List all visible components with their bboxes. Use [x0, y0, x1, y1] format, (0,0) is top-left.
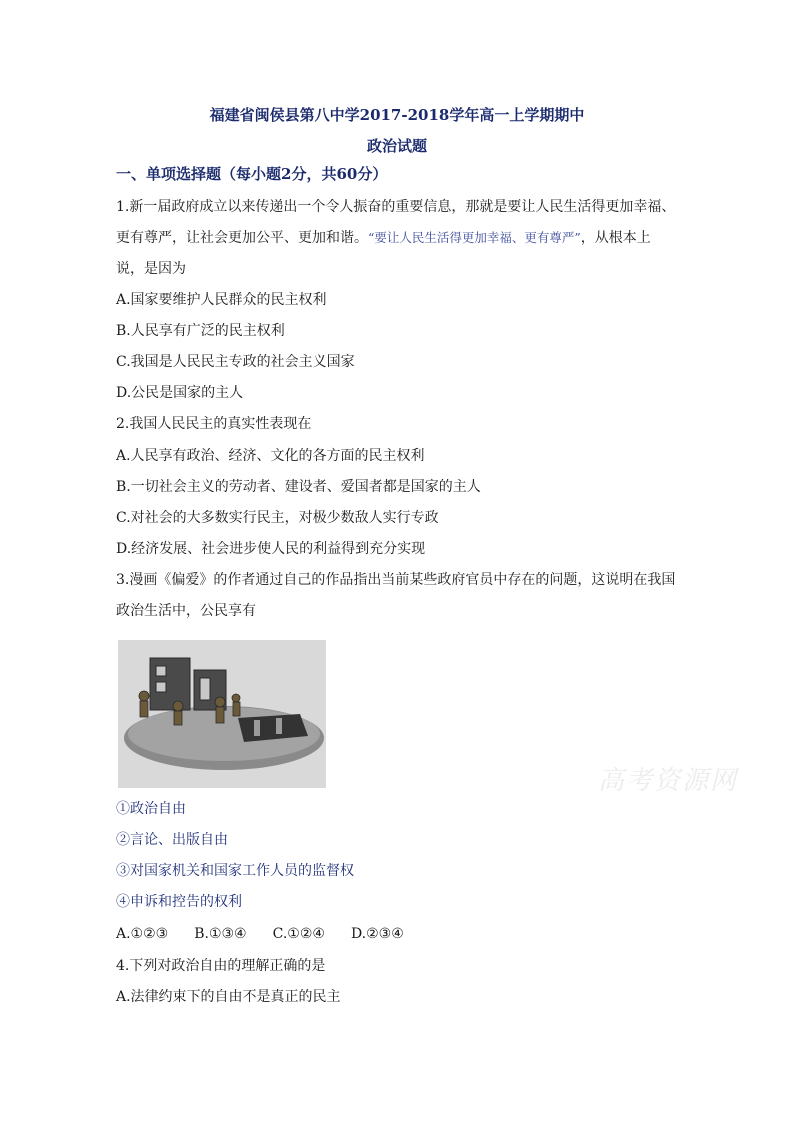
q3-item-2: ②言论、出版自由 [116, 832, 228, 848]
q3-choice-c: C.①②④ [272, 926, 325, 942]
q4-option-a: A.法律约束下的自由不是真正的民主 [116, 989, 341, 1005]
q2-option-d: D.经济发展、社会进步使人民的利益得到充分实现 [116, 541, 426, 557]
q3-choice-a: A.①②③ [116, 926, 169, 942]
cartoon-image [118, 640, 326, 788]
q2-option-a: A.人民享有政治、经济、文化的各方面的民主权利 [116, 448, 425, 464]
q2-option-b: B.一切社会主义的劳动者、建设者、爱国者都是国家的主人 [116, 479, 481, 495]
q1-option-c: C.我国是人民民主专政的社会主义国家 [116, 354, 355, 370]
q3-item-4: ④申诉和控告的权利 [116, 894, 242, 910]
q2-stem: 2.我国人民民主的真实性表现在 [116, 416, 312, 432]
q3-choices [116, 924, 430, 944]
q1-stem-line2b: ，从根本上 [580, 230, 651, 246]
q4-stem: 4.下列对政治自由的理解正确的是 [116, 958, 326, 974]
q1-stem-line3: 说，是因为 [116, 261, 186, 277]
q1-option-a: A.国家要维护人民群众的民主权利 [116, 292, 327, 308]
q3-item-1: ①政治自由 [116, 801, 186, 817]
exam-subtitle: 政治试题 [366, 137, 427, 155]
watermark-text: 高考资源网 [598, 766, 739, 796]
q1-stem-line1: 1.新一届政府成立以来传递出一个令人振奋的重要信息，那就是要让人民生活得更加幸福、 [116, 199, 676, 215]
q3-choice-b: B.①③④ [194, 926, 247, 942]
q2-option-c: C.对社会的大多数实行民主，对极少数敌人实行专政 [116, 510, 439, 526]
q1-option-d: D.公民是国家的主人 [116, 385, 244, 401]
q3-stem-line1: 3.漫画《偏爱》的作者通过自己的作品指出当前某些政府官员中存在的问题，这说明在我国 [116, 572, 676, 588]
q1-option-b: B.人民享有广泛的民主权利 [116, 323, 285, 339]
q1-stem-line2 [116, 228, 651, 248]
q1-quote: “要让人民生活得更加幸福、更有尊严” [368, 230, 581, 245]
q3-choice-d: D.②③④ [350, 926, 404, 942]
q1-stem-line2a: 更有尊严，让社会更加公平、更加和谐。 [116, 230, 368, 246]
section-heading: 一、单项选择题（每小题2分，共60分） [116, 165, 388, 183]
q3-item-3: ③对国家机关和国家工作人员的监督权 [116, 863, 354, 879]
cartoon-illustration [118, 640, 326, 788]
exam-title: 福建省闽侯县第八中学2017-2018学年高一上学期期中 [209, 106, 585, 124]
q3-stem-line2: 政治生活中，公民享有 [116, 603, 256, 619]
